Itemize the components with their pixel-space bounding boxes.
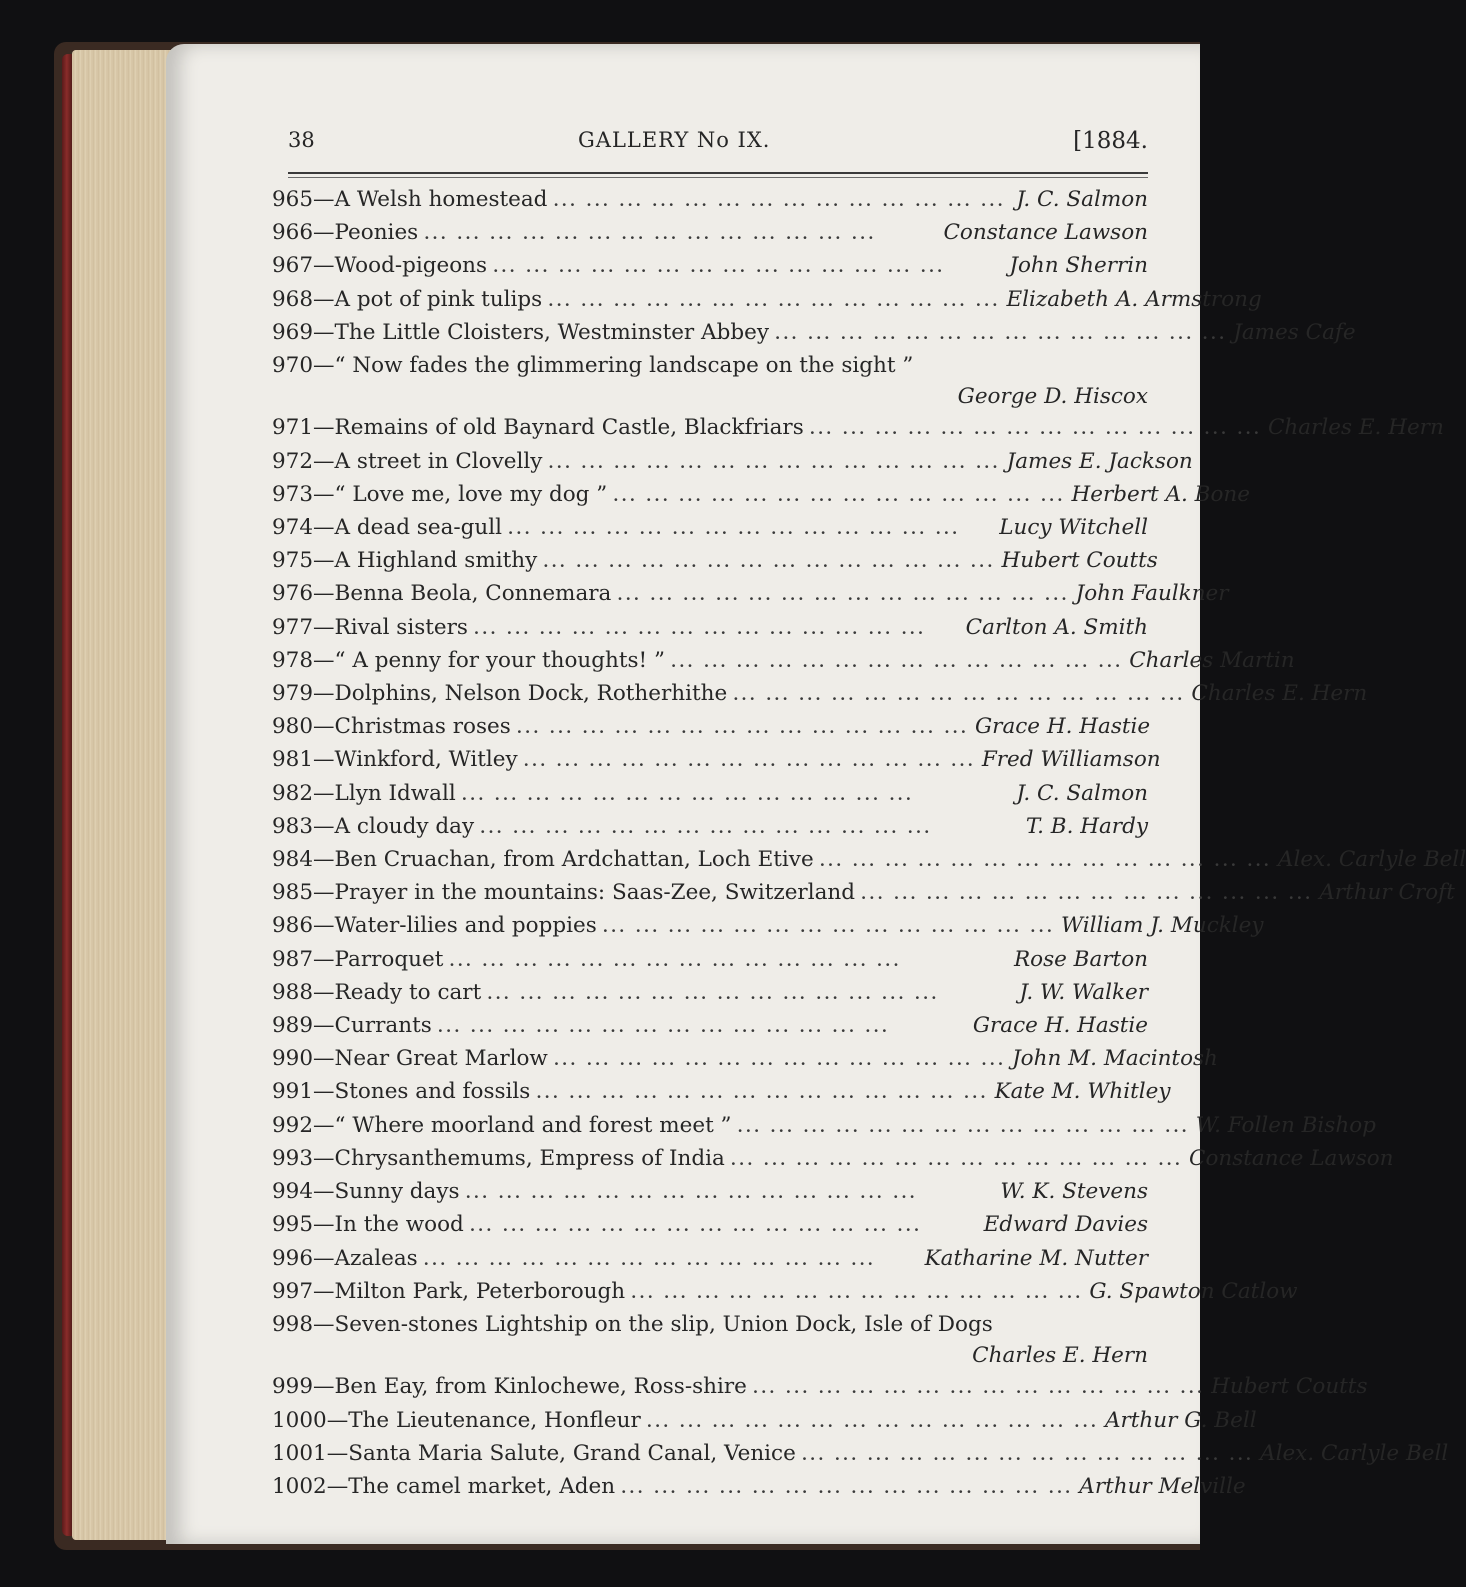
entry-dash: — — [313, 1079, 335, 1105]
catalogue-entry — [272, 811, 1148, 844]
leader-dots: ... ... ... ... ... ... ... ... ... ... ... ... ... ... — [461, 785, 914, 804]
entry-artist: Grace H. Hastie — [972, 1013, 1148, 1039]
entry-title: Seven-stones Lightship on the slip, Union Dock, Isle of Dogs — [334, 1311, 993, 1337]
entry-line — [272, 1010, 1148, 1043]
entry-artist: Elizabeth A. Armstrong — [1006, 286, 1262, 312]
entry-number: 984 — [272, 847, 314, 873]
entry-title: “ A penny for your thoughts! ” — [334, 647, 665, 673]
catalogue-entry — [272, 612, 1148, 645]
entry-number: 1002 — [272, 1473, 327, 1499]
entry-number: 992 — [272, 1112, 314, 1138]
entry-dash: — — [313, 647, 335, 673]
leader-dots: ... ... ... ... ... ... ... ... ... ... ... ... ... ... — [449, 951, 902, 970]
entry-dash: — — [313, 548, 335, 574]
entry-number: 983 — [272, 813, 314, 839]
entry-artist: Hubert Coutts — [1001, 548, 1158, 574]
entry-title: Parroquet — [334, 946, 444, 972]
entry-number: 969 — [272, 319, 314, 345]
entry-line — [272, 1143, 1394, 1176]
entry-artist: Arthur Melville — [1079, 1473, 1246, 1499]
entry-line — [272, 1438, 1449, 1471]
leader-dots: ... ... ... ... ... ... ... ... ... ... ... ... ... ... — [809, 420, 1262, 439]
entry-number: 999 — [272, 1374, 314, 1400]
entry-dash: — — [313, 681, 335, 707]
entry-artist: T. B. Hardy — [1025, 813, 1148, 839]
entry-title: The camel market, Aden — [348, 1473, 616, 1499]
entry-title: Chrysanthemums, Empress of India — [334, 1145, 725, 1171]
entry-artist: Edward Davies — [983, 1212, 1148, 1238]
entry-artist: Carlton A. Smith — [965, 614, 1148, 640]
entry-line — [272, 350, 1148, 381]
entry-dash: — — [313, 319, 335, 345]
entry-line — [272, 844, 1466, 877]
catalogue-entry — [272, 1143, 1394, 1176]
catalogue-entry — [272, 578, 1229, 611]
entry-artist: Arthur G. Bell — [1104, 1407, 1257, 1433]
entry-line — [272, 412, 1444, 445]
entry-line — [272, 217, 1148, 250]
entry-dash: — — [313, 253, 335, 279]
entry-number: 994 — [272, 1179, 314, 1205]
entry-line — [272, 545, 1158, 578]
leader-dots: ... ... ... ... ... ... ... ... ... ... ... ... ... ... — [536, 1084, 989, 1103]
entry-number: 966 — [272, 220, 314, 246]
entry-artist: J. C. Salmon — [1016, 187, 1148, 212]
entry-artist: Arthur Croft — [1319, 880, 1455, 906]
entry-number: 981 — [272, 747, 314, 773]
entry-line — [272, 977, 1148, 1010]
entry-number: 968 — [272, 286, 314, 312]
entry-artist: Alex. Carlyle Bell — [1260, 1440, 1449, 1466]
catalogue-entry — [272, 977, 1148, 1010]
entry-line — [272, 778, 1148, 811]
catalogue-entry — [272, 778, 1148, 811]
leader-dots: ... ... ... ... ... ... ... ... ... ... ... ... ... ... — [423, 1250, 876, 1269]
entry-number: 996 — [272, 1245, 314, 1271]
entry-artist: Grace H. Hastie — [975, 714, 1151, 740]
entry-line — [272, 446, 1193, 479]
entry-title: “ Love me, love my dog ” — [334, 481, 608, 507]
catalogue-entries — [272, 184, 1466, 1504]
entry-title: A street in Clovelly — [334, 448, 543, 474]
catalogue-entry — [272, 284, 1262, 317]
entry-dash: — — [313, 1013, 335, 1039]
entry-line — [272, 1043, 1218, 1076]
catalogue-entry — [272, 412, 1444, 445]
entry-dash: — — [313, 220, 335, 246]
leader-dots: ... ... ... ... ... ... ... ... ... ... ... ... ... ... — [473, 619, 927, 638]
catalogue-entry — [272, 1438, 1449, 1471]
entry-number: 982 — [272, 780, 314, 806]
entry-dash: — — [313, 813, 335, 839]
entry-title: Azaleas — [334, 1245, 418, 1271]
entry-title: Benna Beola, Connemara — [334, 581, 612, 607]
entry-dash: — — [313, 481, 335, 507]
entry-line — [272, 1276, 1298, 1309]
entry-dash: — — [326, 1473, 349, 1499]
leader-dots: ... ... ... ... ... ... ... ... ... ... ... ... ... ... — [737, 1117, 1190, 1136]
catalogue-entry — [272, 250, 1148, 283]
entry-artist: James Cafe — [1233, 319, 1356, 345]
leader-dots: ... ... ... ... ... ... ... ... ... ... ... ... ... ... — [801, 1445, 1255, 1464]
entry-dash: — — [313, 780, 335, 806]
entry-title: Currants — [334, 1013, 432, 1039]
catalogue-entry — [272, 1405, 1257, 1438]
entry-artist: Katharine M. Nutter — [924, 1245, 1148, 1271]
leader-dots: ... ... ... ... ... ... ... ... ... ... ... ... ... ... — [548, 291, 1001, 310]
catalogue-entry — [272, 446, 1193, 479]
entry-line — [272, 1405, 1257, 1438]
leader-dots: ... ... ... ... ... ... ... ... ... ... ... ... ... ... — [733, 686, 1186, 705]
catalogue-entry — [272, 184, 1148, 217]
catalogue-entry — [272, 1043, 1218, 1076]
entry-title: “ Where moorland and forest meet ” — [334, 1112, 732, 1138]
entry-artist: G. Spawton Catlow — [1089, 1278, 1298, 1304]
entry-line — [272, 512, 1148, 545]
entry-line — [272, 910, 1264, 943]
catalogue-entry — [272, 1076, 1171, 1109]
catalogue-entry — [272, 1309, 1148, 1371]
catalogue-entry — [272, 317, 1356, 350]
entry-number: 970 — [272, 353, 314, 379]
entry-title: Peonies — [334, 220, 419, 246]
entry-line — [272, 1209, 1148, 1242]
entry-dash: — — [313, 747, 335, 773]
page-edges — [72, 50, 172, 1540]
entry-dash: — — [313, 1046, 335, 1072]
catalogue-entry — [272, 1209, 1148, 1242]
entry-number: 990 — [272, 1046, 314, 1072]
entry-line — [272, 284, 1262, 317]
entry-artist-line — [272, 1340, 1148, 1371]
entry-artist: Charles Martin — [1129, 647, 1295, 673]
entry-number: 972 — [272, 448, 314, 474]
entry-dash: — — [313, 1112, 335, 1138]
leader-dots: ... ... ... ... ... ... ... ... ... ... ... ... ... ... — [487, 984, 940, 1003]
entry-dash: — — [326, 1407, 349, 1433]
entry-title: A Highland smithy — [334, 548, 538, 574]
entry-line — [272, 1076, 1171, 1109]
entry-dash: — — [313, 353, 335, 379]
entry-title: Prayer in the mountains: Saas-Zee, Switzerland — [334, 880, 856, 906]
catalogue-entry — [272, 1010, 1148, 1043]
leader-dots: ... ... ... ... ... ... ... ... ... ... ... ... ... ... — [437, 1018, 890, 1037]
catalogue-entry — [272, 645, 1295, 678]
entry-artist: W. Follen Bishop — [1195, 1112, 1376, 1138]
entry-title: Llyn Idwall — [334, 780, 456, 806]
entry-dash: — — [313, 946, 335, 972]
entry-dash: — — [313, 187, 335, 212]
leader-dots: ... ... ... ... ... ... ... ... ... ... ... ... ... ... — [646, 1412, 1099, 1431]
entry-line — [272, 877, 1455, 910]
entry-artist: Hubert Coutts — [1211, 1374, 1368, 1400]
catalogue-entry — [272, 512, 1148, 545]
leader-dots: ... ... ... ... ... ... ... ... ... ... ... ... ... ... — [548, 453, 1001, 472]
entry-number: 973 — [272, 481, 314, 507]
entry-title: Santa Maria Salute, Grand Canal, Venice — [348, 1440, 796, 1466]
entry-number: 985 — [272, 880, 314, 906]
leader-dots: ... ... ... ... ... ... ... ... ... ... ... ... ... ... — [670, 652, 1124, 671]
entry-artist: J. C. Salmon — [1016, 780, 1148, 806]
entry-number: 974 — [272, 515, 314, 541]
catalogue-page — [166, 44, 1466, 1544]
leader-dots: ... ... ... ... ... ... ... ... ... ... ... ... ... ... — [469, 1217, 923, 1236]
entry-artist: Charles E. Hern — [972, 1343, 1148, 1369]
catalogue-entry — [272, 711, 1151, 744]
leader-dots: ... ... ... ... ... ... ... ... ... ... ... ... ... ... — [543, 553, 996, 572]
leader-dots: ... ... ... ... ... ... ... ... ... ... ... ... ... ... — [752, 1379, 1206, 1398]
entry-line — [272, 317, 1356, 350]
catalogue-entry — [272, 545, 1158, 578]
entry-title: “ Now fades the glimmering landscape on the sight ” — [334, 353, 914, 379]
catalogue-entry — [272, 1110, 1376, 1143]
entry-title: Rival sisters — [334, 614, 468, 640]
entry-number: 998 — [272, 1311, 314, 1337]
leader-dots: ... ... ... ... ... ... ... ... ... ... ... ... ... ... — [493, 258, 946, 277]
entry-number: 993 — [272, 1145, 314, 1171]
entry-dash: — — [313, 415, 335, 441]
entry-artist: Herbert A. Bone — [1071, 481, 1250, 507]
entry-dash: — — [313, 515, 335, 541]
entry-dash: — — [313, 581, 335, 607]
entry-line — [272, 1176, 1148, 1209]
entry-number: 987 — [272, 946, 314, 972]
entry-number: 1000 — [272, 1407, 327, 1433]
entry-line — [272, 944, 1148, 977]
page-number: 38 — [288, 128, 315, 152]
entry-artist: Kate M. Whitley — [994, 1079, 1171, 1105]
leader-dots: ... ... ... ... ... ... ... ... ... ... ... ... ... ... — [553, 1051, 1007, 1070]
entry-artist: Charles E. Hern — [1191, 681, 1368, 707]
catalogue-entry — [272, 1276, 1298, 1309]
entry-dash: — — [313, 847, 335, 873]
leader-dots: ... ... ... ... ... ... ... ... ... ... ... ... ... ... — [621, 1478, 1074, 1497]
catalogue-entry — [272, 678, 1368, 711]
leader-dots: ... ... ... ... ... ... ... ... ... ... ... ... ... ... — [523, 752, 976, 771]
entry-title: Winkford, Witley — [334, 747, 518, 773]
entry-line — [272, 1110, 1376, 1143]
entry-dash: — — [313, 979, 335, 1005]
entry-artist: William J. Muckley — [1060, 913, 1264, 939]
header-rule — [288, 172, 1148, 174]
leader-dots: ... ... ... ... ... ... ... ... ... ... ... ... ... ... — [613, 486, 1066, 505]
entry-artist: Constance Lawson — [1189, 1145, 1394, 1171]
catalogue-entry — [272, 1471, 1246, 1504]
entry-number: 967 — [272, 253, 314, 279]
page-year: [1884. — [1073, 128, 1148, 154]
entry-title: Remains of old Baynard Castle, Blackfriars — [334, 415, 804, 441]
leader-dots: ... ... ... ... ... ... ... ... ... ... ... ... ... ... — [819, 852, 1272, 871]
entry-line — [272, 612, 1148, 645]
entry-line — [272, 811, 1148, 844]
entry-title: Stones and fossils — [334, 1079, 531, 1105]
entry-dash: — — [313, 1374, 335, 1400]
entry-line — [272, 711, 1151, 744]
catalogue-entry — [272, 1371, 1368, 1404]
entry-title: The Little Cloisters, Westminster Abbey — [334, 319, 769, 345]
catalogue-entry — [272, 217, 1148, 250]
leader-dots: ... ... ... ... ... ... ... ... ... ... ... ... ... ... — [516, 719, 969, 738]
leader-dots: ... ... ... ... ... ... ... ... ... ... ... ... ... ... — [631, 1283, 1084, 1302]
header-rule-thin — [288, 177, 1148, 178]
entry-title: A Welsh homestead — [334, 187, 548, 212]
leader-dots: ... ... ... ... ... ... ... ... ... ... ... ... ... ... — [553, 192, 1006, 210]
entry-line — [272, 1309, 1148, 1340]
entry-title: Sunny days — [334, 1179, 460, 1205]
entry-line — [272, 184, 1148, 217]
entry-artist: Fred Williamson — [981, 747, 1161, 773]
entry-title: A dead sea-gull — [334, 515, 503, 541]
catalogue-entry — [272, 944, 1148, 977]
entry-line — [272, 578, 1229, 611]
entry-artist-line — [272, 381, 1148, 412]
entry-dash: — — [313, 1278, 335, 1304]
page-header — [288, 128, 1148, 162]
entry-number: 989 — [272, 1013, 314, 1039]
catalogue-entry — [272, 877, 1455, 910]
entry-artist: Alex. Carlyle Bell — [1277, 847, 1466, 873]
entry-line — [272, 645, 1295, 678]
entry-line — [272, 678, 1368, 711]
entry-number: 991 — [272, 1079, 314, 1105]
entry-line — [272, 744, 1161, 777]
entry-title: The Lieutenance, Honfleur — [348, 1407, 641, 1433]
entry-title: A pot of pink tulips — [334, 286, 543, 312]
leader-dots: ... ... ... ... ... ... ... ... ... ... ... ... ... ... — [602, 918, 1055, 937]
entry-artist: J. W. Walker — [1019, 979, 1148, 1005]
entry-dash: — — [313, 1212, 335, 1238]
entry-artist: John M. Macintosh — [1012, 1046, 1218, 1072]
entry-line — [272, 250, 1148, 283]
leader-dots: ... ... ... ... ... ... ... ... ... ... ... ... ... ... — [617, 586, 1070, 605]
catalogue-entry — [272, 1243, 1148, 1276]
entry-title: Dolphins, Nelson Dock, Rotherhithe — [334, 681, 728, 707]
page-title: GALLERY No IX. — [578, 128, 771, 152]
entry-dash: — — [313, 1145, 335, 1171]
catalogue-entry — [272, 1176, 1148, 1209]
entry-number: 971 — [272, 415, 314, 441]
entry-title: In the wood — [334, 1212, 464, 1238]
entry-artist: John Faulkner — [1075, 581, 1229, 607]
entry-title: Milton Park, Peterborough — [334, 1278, 626, 1304]
entry-line — [272, 1371, 1368, 1404]
entry-dash: — — [313, 1311, 335, 1337]
entry-artist: John Sherrin — [1009, 253, 1148, 279]
leader-dots: ... ... ... ... ... ... ... ... ... ... ... ... ... ... — [424, 225, 877, 244]
entry-number: 978 — [272, 647, 314, 673]
leader-dots: ... ... ... ... ... ... ... ... ... ... ... ... ... ... — [730, 1150, 1184, 1169]
entry-number: 995 — [272, 1212, 314, 1238]
entry-dash: — — [313, 286, 335, 312]
entry-artist: James E. Jackson — [1006, 448, 1193, 474]
entry-number: 986 — [272, 913, 314, 939]
entry-number: 975 — [272, 548, 314, 574]
entry-number: 976 — [272, 581, 314, 607]
leader-dots: ... ... ... ... ... ... ... ... ... ... ... ... ... ... — [508, 520, 961, 539]
entry-artist: Rose Barton — [1013, 946, 1148, 972]
catalogue-entry — [272, 350, 1148, 412]
entry-number: 980 — [272, 714, 314, 740]
catalogue-entry — [272, 844, 1466, 877]
entry-artist: George D. Hiscox — [957, 384, 1148, 410]
catalogue-entry — [272, 479, 1250, 512]
entry-artist: Constance Lawson — [943, 220, 1148, 246]
entry-line — [272, 1471, 1246, 1504]
entry-title: Water-lilies and poppies — [334, 913, 597, 939]
entry-dash: — — [313, 1245, 335, 1271]
entry-number: 1001 — [272, 1440, 327, 1466]
leader-dots: ... ... ... ... ... ... ... ... ... ... ... ... ... ... — [774, 324, 1228, 343]
entry-line — [272, 479, 1250, 512]
entry-number: 988 — [272, 979, 314, 1005]
entry-number: 997 — [272, 1278, 314, 1304]
entry-title: Ben Cruachan, from Ardchattan, Loch Etive — [334, 847, 814, 873]
entry-title: A cloudy day — [334, 813, 475, 839]
entry-dash: — — [313, 714, 335, 740]
entry-dash: — — [313, 1179, 335, 1205]
catalogue-entry — [272, 910, 1264, 943]
entry-artist: Lucy Witchell — [999, 515, 1148, 541]
entry-title: Christmas roses — [334, 714, 511, 740]
entry-dash: — — [313, 913, 335, 939]
entry-dash: — — [313, 448, 335, 474]
leader-dots: ... ... ... ... ... ... ... ... ... ... ... ... ... ... — [465, 1184, 918, 1203]
entry-title: Wood-pigeons — [334, 253, 488, 279]
entry-artist: Charles E. Hern — [1267, 415, 1444, 441]
entry-number: 965 — [272, 187, 314, 212]
entry-dash: — — [313, 614, 335, 640]
entry-title: Ready to cart — [334, 979, 482, 1005]
entry-line — [272, 1243, 1148, 1276]
entry-number: 977 — [272, 614, 314, 640]
entry-title: Near Great Marlow — [334, 1046, 548, 1072]
catalogue-entry — [272, 744, 1161, 777]
entry-title: Ben Eay, from Kinlochewe, Ross-shire — [334, 1374, 747, 1400]
entry-number: 979 — [272, 681, 314, 707]
leader-dots: ... ... ... ... ... ... ... ... ... ... ... ... ... ... — [861, 885, 1314, 904]
entry-artist: W. K. Stevens — [1000, 1179, 1148, 1205]
entry-dash: — — [313, 880, 335, 906]
leader-dots: ... ... ... ... ... ... ... ... ... ... ... ... ... ... — [480, 818, 933, 837]
entry-dash: — — [326, 1440, 349, 1466]
